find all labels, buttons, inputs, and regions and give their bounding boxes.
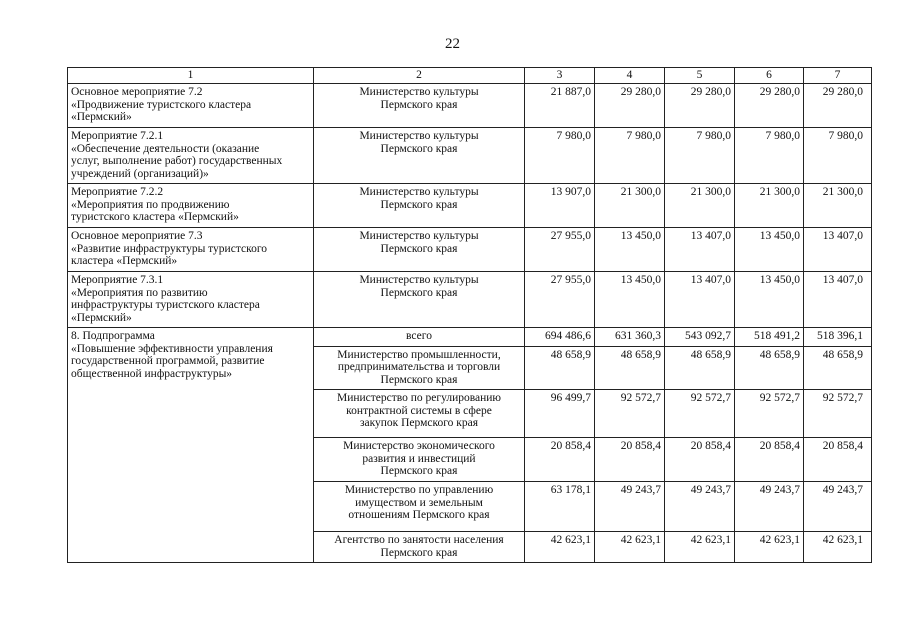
amount-cell: 29 280,0 <box>595 84 665 128</box>
amount-cell: 92 572,7 <box>595 390 665 438</box>
amount-cell: 96 499,7 <box>525 390 595 438</box>
subprogram-name: 8. Подпрограмма «Повышение эффективности управления государственной программой, развитие общественной инфраструктуры» <box>68 328 314 563</box>
amount-cell: 21 300,0 <box>804 184 872 228</box>
amount-cell: 7 980,0 <box>595 128 665 184</box>
amount-cell: 7 980,0 <box>735 128 804 184</box>
table-row <box>68 184 872 228</box>
amount-cell: 13 450,0 <box>735 272 804 328</box>
total-amount-cell: 518 396,1 <box>804 328 872 347</box>
table-body <box>68 68 872 563</box>
amount-cell: 27 955,0 <box>525 228 595 272</box>
executor-name: Министерство культуры Пермского края <box>314 272 525 328</box>
amount-cell: 13 450,0 <box>735 228 804 272</box>
column-number-row <box>68 68 872 84</box>
amount-cell: 42 623,1 <box>735 532 804 563</box>
total-amount-cell: 631 360,3 <box>595 328 665 347</box>
amount-cell: 7 980,0 <box>665 128 735 184</box>
amount-cell: 48 658,9 <box>665 346 735 390</box>
amount-cell: 21 300,0 <box>735 184 804 228</box>
budget-table <box>67 67 872 563</box>
amount-cell: 29 280,0 <box>735 84 804 128</box>
amount-cell: 48 658,9 <box>735 346 804 390</box>
amount-cell: 13 407,0 <box>804 272 872 328</box>
amount-cell: 13 407,0 <box>804 228 872 272</box>
table-row <box>68 128 872 184</box>
executor-name: Министерство по управлению имуществом и земельным отношениям Пермского края <box>314 482 525 532</box>
column-number: 7 <box>804 68 872 84</box>
amount-cell: 13 450,0 <box>595 228 665 272</box>
amount-cell: 7 980,0 <box>804 128 872 184</box>
amount-cell: 13 907,0 <box>525 184 595 228</box>
amount-cell: 63 178,1 <box>525 482 595 532</box>
amount-cell: 20 858,4 <box>804 438 872 482</box>
amount-cell: 49 243,7 <box>735 482 804 532</box>
amount-cell: 29 280,0 <box>804 84 872 128</box>
column-number: 6 <box>735 68 804 84</box>
table-row <box>68 272 872 328</box>
amount-cell: 48 658,9 <box>595 346 665 390</box>
column-number: 5 <box>665 68 735 84</box>
amount-cell: 48 658,9 <box>525 346 595 390</box>
total-label: всего <box>314 328 525 347</box>
amount-cell: 49 243,7 <box>595 482 665 532</box>
activity-name: Мероприятие 7.3.1 «Мероприятия по развитию инфраструктуры туристского кластера «Пермский» <box>68 272 314 328</box>
amount-cell: 21 300,0 <box>665 184 735 228</box>
total-amount-cell: 694 486,6 <box>525 328 595 347</box>
amount-cell: 49 243,7 <box>804 482 872 532</box>
amount-cell: 13 450,0 <box>595 272 665 328</box>
amount-cell: 48 658,9 <box>804 346 872 390</box>
executor-name: Министерство культуры Пермского края <box>314 128 525 184</box>
amount-cell: 20 858,4 <box>735 438 804 482</box>
executor-name: Министерство по регулированию контрактной системы в сфере закупок Пермского края <box>314 390 525 438</box>
table-row <box>68 228 872 272</box>
amount-cell: 42 623,1 <box>595 532 665 563</box>
amount-cell: 21 887,0 <box>525 84 595 128</box>
amount-cell: 20 858,4 <box>595 438 665 482</box>
executor-name: Министерство экономического развития и инвестиций Пермского края <box>314 438 525 482</box>
total-amount-cell: 518 491,2 <box>735 328 804 347</box>
page-number: 22 <box>445 36 460 52</box>
executor-name: Министерство культуры Пермского края <box>314 84 525 128</box>
subprogram-row <box>68 328 872 347</box>
activity-name: Мероприятие 7.2.1 «Обеспечение деятельности (оказание услуг, выполнение работ) государственных учреждений (организаций)» <box>68 128 314 184</box>
amount-cell: 49 243,7 <box>665 482 735 532</box>
amount-cell: 7 980,0 <box>525 128 595 184</box>
table-row <box>68 84 872 128</box>
amount-cell: 20 858,4 <box>665 438 735 482</box>
amount-cell: 42 623,1 <box>525 532 595 563</box>
activity-name: Основное мероприятие 7.3 «Развитие инфраструктуры туристского кластера «Пермский» <box>68 228 314 272</box>
amount-cell: 92 572,7 <box>735 390 804 438</box>
activity-name: Мероприятие 7.2.2 «Мероприятия по продвижению туристского кластера «Пермский» <box>68 184 314 228</box>
amount-cell: 21 300,0 <box>595 184 665 228</box>
amount-cell: 42 623,1 <box>665 532 735 563</box>
amount-cell: 92 572,7 <box>804 390 872 438</box>
amount-cell: 13 407,0 <box>665 272 735 328</box>
amount-cell: 20 858,4 <box>525 438 595 482</box>
executor-name: Министерство культуры Пермского края <box>314 184 525 228</box>
column-number: 4 <box>595 68 665 84</box>
executor-name: Министерство промышленности, предпринимательства и торговли Пермского края <box>314 346 525 390</box>
amount-cell: 92 572,7 <box>665 390 735 438</box>
amount-cell: 29 280,0 <box>665 84 735 128</box>
executor-name: Министерство культуры Пермского края <box>314 228 525 272</box>
amount-cell: 13 407,0 <box>665 228 735 272</box>
column-number: 1 <box>68 68 314 84</box>
amount-cell: 27 955,0 <box>525 272 595 328</box>
amount-cell: 42 623,1 <box>804 532 872 563</box>
activity-name: Основное мероприятие 7.2 «Продвижение туристского кластера «Пермский» <box>68 84 314 128</box>
column-number: 3 <box>525 68 595 84</box>
total-amount-cell: 543 092,7 <box>665 328 735 347</box>
executor-name: Агентство по занятости населения Пермского края <box>314 532 525 563</box>
column-number: 2 <box>314 68 525 84</box>
